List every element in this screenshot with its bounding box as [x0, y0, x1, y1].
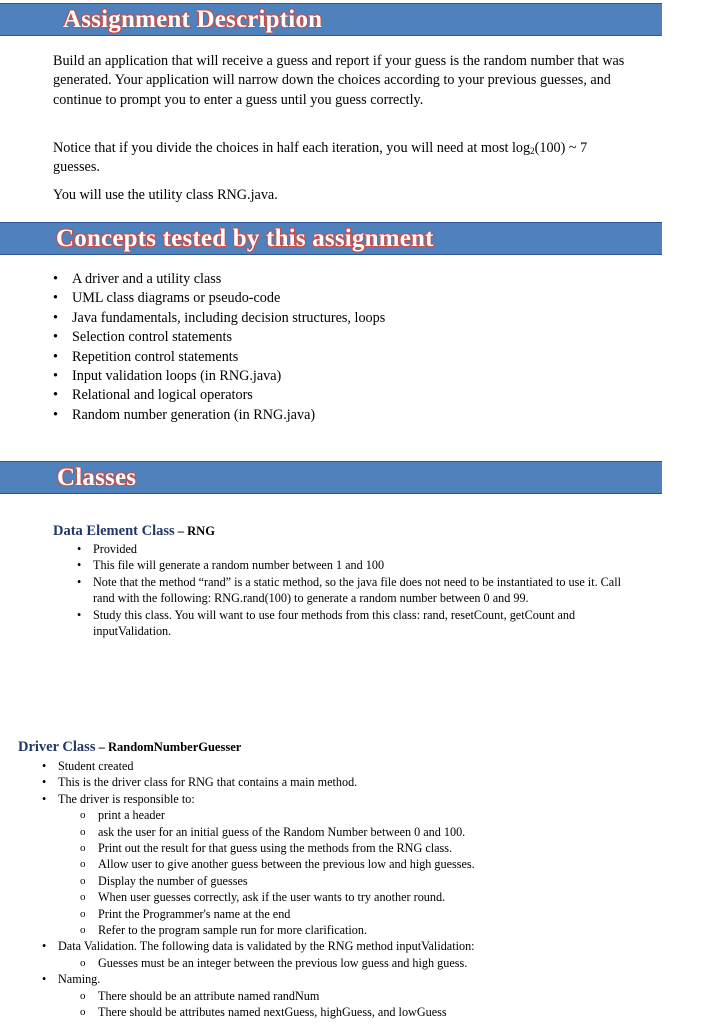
concept-item: • Relational and logical operators — [53, 386, 385, 405]
description-paragraph: Build an application that will receive a guess and report if your guess is the random number that was generated. Your application will narrow down the choices according to your previous guesses, and continue to prompt you to enter a guess until you guess correctly. — [53, 53, 625, 108]
naming-list — [78, 988, 638, 1021]
list-item — [38, 791, 638, 939]
list-item: • This is the driver class for RNG that contains a main method. — [38, 774, 638, 790]
list-item — [38, 971, 638, 1020]
responsibility-item: o Print the Programmer's name at the end — [78, 906, 638, 922]
heading-main: Data Element Class — [53, 523, 175, 539]
section-banner-classes — [0, 461, 662, 494]
responsibility-item: o Print out the result for that guess using the methods from the RNG class. — [78, 840, 638, 856]
concept-item: • A driver and a utility class — [53, 270, 385, 289]
list-item — [38, 938, 638, 971]
list-item-text: Naming. — [58, 972, 101, 987]
responsibility-item: o Allow user to give another guess between the previous low and high guesses. — [78, 856, 638, 872]
validation-item: o Guesses must be an integer between the previous low guess and high guess. — [78, 955, 638, 971]
rng-item: • Provided — [73, 541, 633, 557]
concept-item: • Input validation loops (in RNG.java) — [53, 367, 385, 386]
section-title: Assignment Description — [63, 6, 323, 33]
concept-item: • Java fundamentals, including decision structures, loops — [53, 309, 385, 328]
list-item-text: The driver is responsible to: — [58, 791, 195, 806]
responsibility-item: o Refer to the program sample run for more clarification. — [78, 922, 638, 938]
concept-item: • Selection control statements — [53, 328, 385, 347]
data-element-heading — [53, 523, 215, 540]
rng-item: • This file will generate a random number between 1 and 100 — [73, 557, 633, 573]
section-title: Concepts tested by this assignment — [56, 225, 434, 252]
rng-list — [73, 541, 633, 639]
section-banner-description — [0, 3, 662, 36]
rng-item: • Note that the method “rand” is a static method, so the java file does not need to be instantiated to use it. Call rand with the following: RNG.rand(100) to generate a random number between 0 and 99. — [73, 574, 633, 607]
driver-heading — [18, 739, 241, 756]
text-span: (100) ~ 7 guesses. — [53, 140, 588, 176]
driver-list — [38, 758, 638, 1021]
section-banner-concepts — [0, 222, 662, 255]
text-span: Notice that if you divide the choices in half each iteration, you will need at most log — [53, 140, 531, 156]
naming-item: o There should be attributes named nextGuess, highGuess, and lowGuess — [78, 1004, 638, 1020]
concepts-list — [53, 270, 385, 425]
validation-list — [78, 955, 638, 971]
description-paragraph-rng: You will use the utility class RNG.java. — [53, 187, 278, 203]
list-item-text: Data Validation. The following data is validated by the RNG method inputValidation: — [58, 939, 475, 954]
list-item: • Student created — [38, 758, 638, 774]
concept-item: • Random number generation (in RNG.java) — [53, 406, 385, 425]
rng-item: • Study this class. You will want to use four methods from this class: rand, resetCount, getCount and inputValidation. — [73, 607, 633, 640]
heading-main: Driver Class — [18, 739, 96, 755]
responsibility-item: o Display the number of guesses — [78, 873, 638, 889]
heading-sub: – RandomNumberGuesser — [95, 740, 242, 754]
responsibilities-list — [78, 807, 638, 938]
naming-item: o There should be an attribute named randNum — [78, 988, 638, 1004]
description-paragraph-log — [53, 139, 628, 178]
concept-item: • UML class diagrams or pseudo-code — [53, 289, 385, 308]
responsibility-item: o ask the user for an initial guess of the Random Number between 0 and 100. — [78, 824, 638, 840]
responsibility-item: o print a header — [78, 807, 638, 823]
section-title: Classes — [57, 464, 137, 491]
heading-sub: – RNG — [174, 524, 215, 538]
subscript: 2 — [530, 146, 535, 156]
concept-item: • Repetition control statements — [53, 348, 385, 367]
responsibility-item: o When user guesses correctly, ask if the user wants to try another round. — [78, 889, 638, 905]
